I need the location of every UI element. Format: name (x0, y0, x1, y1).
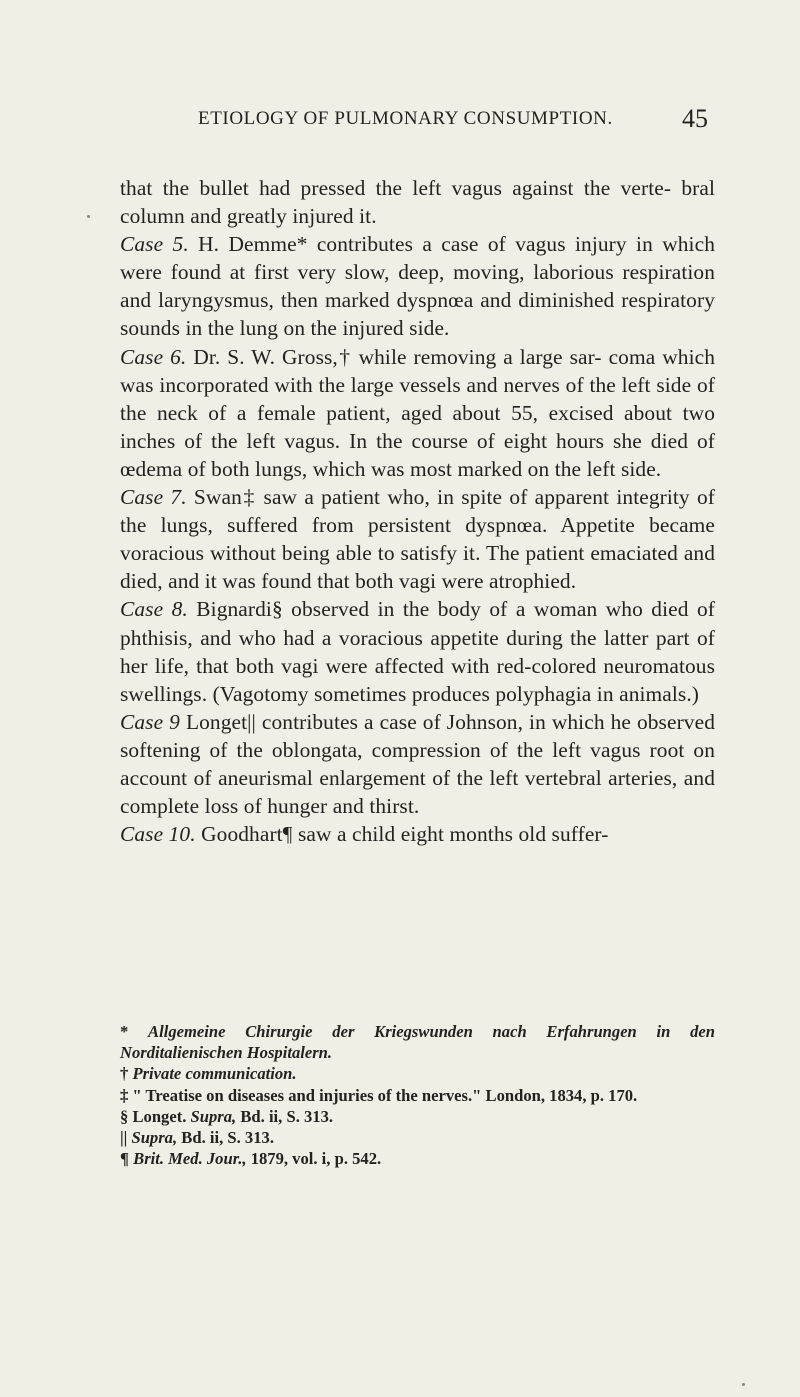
footnote-1 (120, 1021, 715, 1063)
footnote-2 (120, 1063, 715, 1084)
page-number: 45 (682, 104, 708, 133)
case-label: Case 8. (120, 597, 188, 622)
paper-speck (87, 215, 90, 218)
footnotes (120, 1021, 715, 1169)
footnote-mark: * (120, 1022, 149, 1041)
footnote-3: ‡ " Treatise on diseases and injuries of the nerves." London, 1834, p. 170. (120, 1085, 638, 1105)
paragraph-case-10 (120, 820, 715, 848)
case-text: Goodhart¶ saw a child eight months old suffer- (195, 822, 609, 847)
footnote-text: Longet. (132, 1106, 191, 1126)
footnote-title: Supra, (131, 1128, 178, 1148)
footnote-6 (120, 1148, 715, 1169)
footnote-mark: ¶ (120, 1149, 134, 1169)
paragraph-continuation: that the bullet had pressed the left vagus against the verte- bral column and greatly injured it. (120, 176, 715, 229)
case-label: Case 5. (120, 232, 189, 257)
paragraph-case-5 (120, 230, 715, 342)
case-label: Case 6. (120, 344, 187, 369)
footnote-4 (120, 1106, 715, 1127)
case-label: Case 7. (120, 485, 187, 510)
footnote-title: Private communication. (132, 1064, 297, 1084)
running-title: ETIOLOGY OF PULMONARY CONSUMPTION. (198, 108, 613, 129)
footnote-mark: † (120, 1064, 133, 1084)
case-text: Longet|| contributes a case of Johnson, in which he observed softening of the oblongata, compression of the left vagus root on account of aneurismal enlargement of the left vertebral arteries, and complete loss of hunger and thirst. (120, 709, 715, 819)
paper-speck (742, 1383, 745, 1386)
footnote-mark: § (120, 1106, 133, 1126)
footnote-text: Bd. ii, S. 313. (236, 1106, 334, 1126)
paragraph-case-6 (120, 343, 715, 483)
footnote-title: Allgemeine Chirurgie der Kriegswunden nach Erfahrungen in den Norditalienischen Hospitalern. (120, 1022, 716, 1063)
paragraph-case-8 (120, 595, 715, 707)
footnote-title: Brit. Med. Jour., (133, 1149, 247, 1169)
case-text: Swan‡ saw a patient who, in spite of apparent integrity of the lungs, suffered from persistent dyspnœa. Appetite became voracious without being able to satisfy it. The patient emaciated and died, and it was found that both vagi were atrophied. (120, 485, 715, 594)
body-text (120, 174, 715, 848)
case-label: Case 9 (120, 709, 180, 734)
case-text: Bignardi§ observed in the body of a woman who died of phthisis, and who had a voracious appetite during the latter part of her life, that both vagi were affected with red-colored neuromatous swellings. (Vagotomy sometimes produces polyphagia in animals.) (120, 597, 715, 706)
footnote-5 (120, 1127, 715, 1148)
footnote-text: 1879, vol. i, p. 542. (246, 1149, 382, 1169)
footnote-title: Supra, (190, 1106, 237, 1126)
case-text: Dr. S. W. Gross,† while removing a large sar- coma which was incorporated with the large vessels and nerves of the left side of the neck of a female patient, aged about 55, excised about two inches of the left vagus. In the course of eight hours she died of œdema of both lungs, which was most marked on the left side. (120, 344, 716, 481)
paragraph-case-9 (120, 708, 715, 820)
case-text: H. Demme* contributes a case of vagus injury in which were found at first very slow, deep, moving, laborious respiration and laryngysmus, then marked dyspnœa and diminished respiratory sounds in the lung on the injured side. (120, 232, 715, 341)
footnote-text: Bd. ii, S. 313. (177, 1128, 274, 1148)
paragraph-case-7 (120, 483, 715, 595)
running-head (198, 104, 708, 138)
case-label: Case 10. (120, 822, 196, 847)
footnote-mark: || (120, 1128, 132, 1148)
